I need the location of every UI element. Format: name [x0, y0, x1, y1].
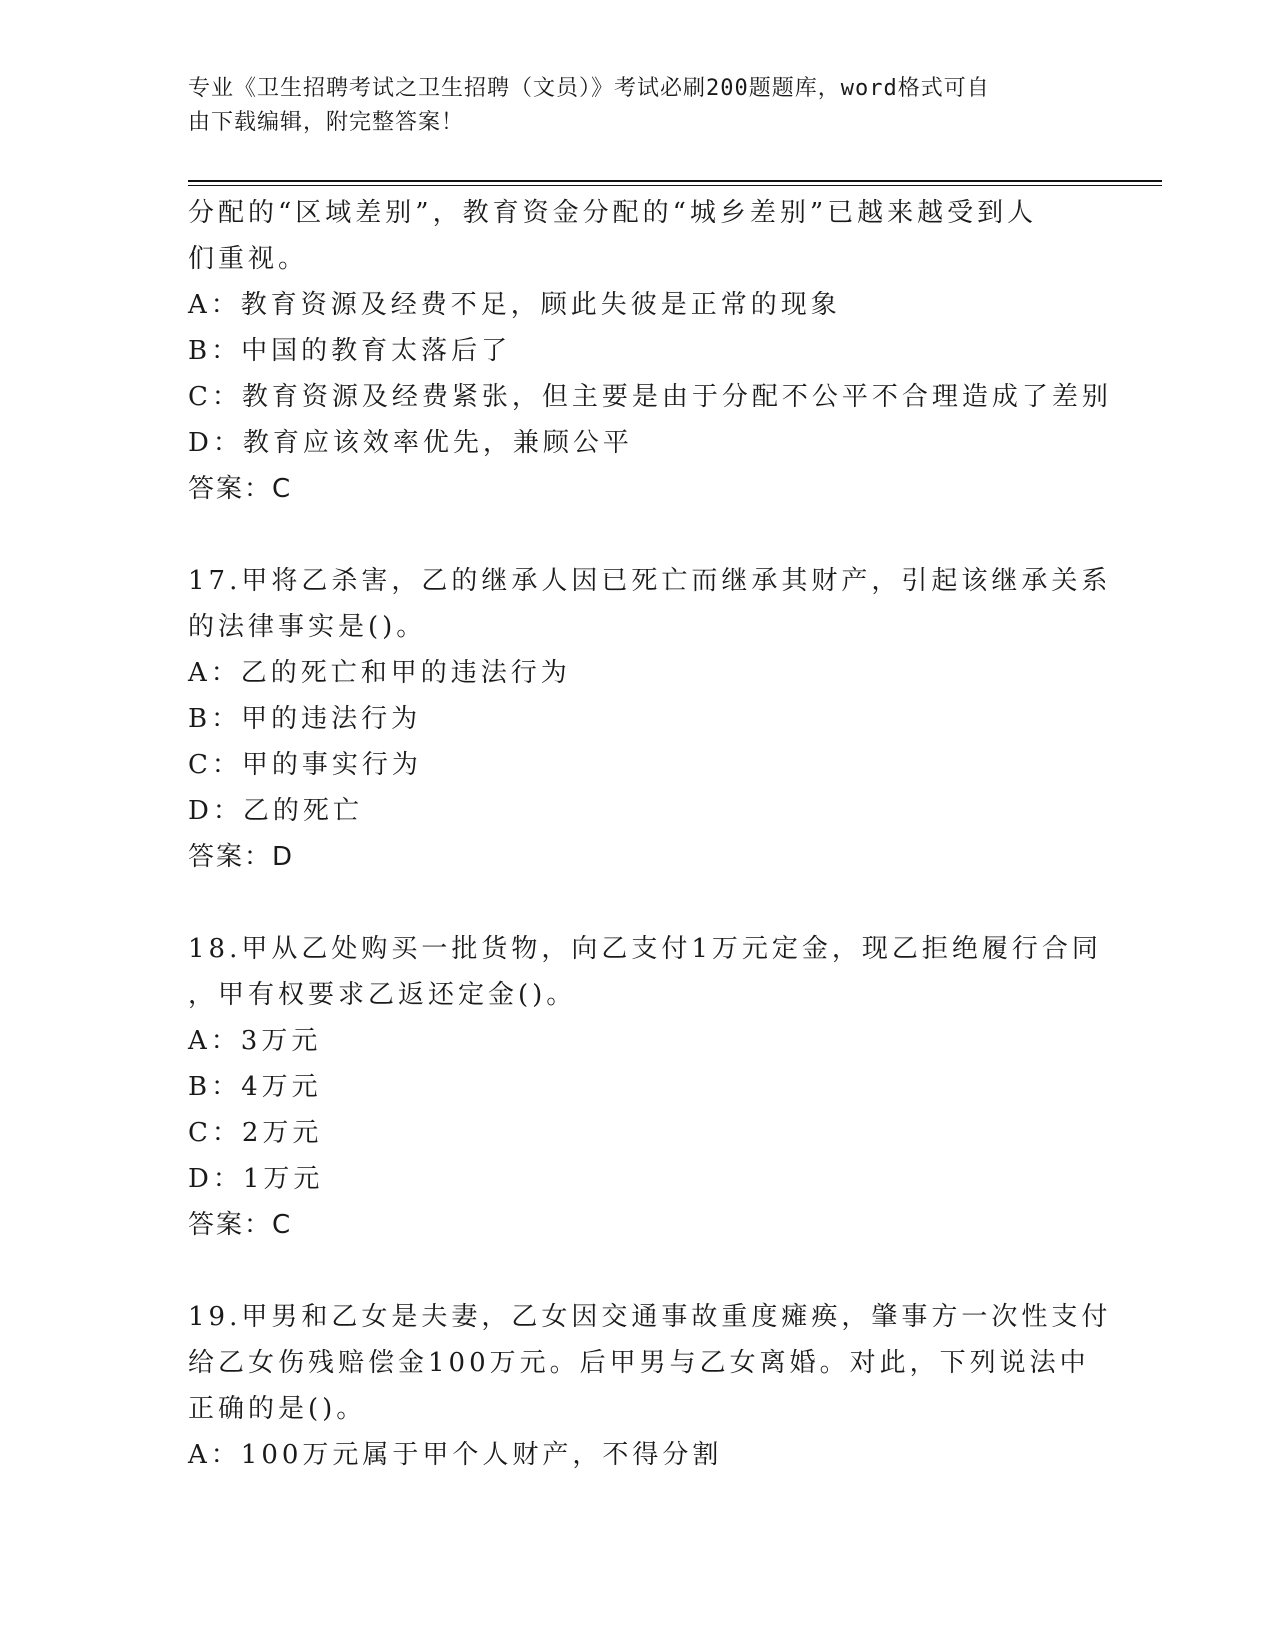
question-stem-line: 18.甲从乙处购买一批货物，向乙支付1万元定金，现乙拒绝履行合同 — [188, 934, 1102, 964]
option-d: D：教育应该效率优先，兼顾公平 — [188, 428, 633, 458]
option-c: C：甲的事实行为 — [188, 750, 422, 780]
question-stem-line: 19.甲男和乙女是夫妻，乙女因交通事故重度瘫痪，肇事方一次性支付 — [188, 1302, 1112, 1332]
question-17 — [188, 558, 1112, 880]
question-stem-line: ，甲有权要求乙返还定金()。 — [188, 980, 577, 1010]
question-18 — [188, 926, 1102, 1248]
header-divider-thick — [188, 180, 1162, 182]
option-b: B：甲的违法行为 — [188, 704, 422, 734]
option-a: A：100万元属于甲个人财产，不得分割 — [188, 1440, 723, 1470]
option-c: C：教育资源及经费紧张，但主要是由于分配不公平不合理造成了差别 — [188, 382, 1112, 412]
option-a: A：教育资源及经费不足，顾此失彼是正常的现象 — [188, 290, 841, 320]
question-stem-line: 分配的“区域差别”，教育资金分配的“城乡差别”已越来越受到人 — [188, 198, 1038, 228]
header-line-1: 专业《卫生招聘考试之卫生招聘（文员）》考试必刷200题题库，word格式可自 — [188, 76, 990, 101]
question-stem-line: 正确的是()。 — [188, 1394, 367, 1424]
answer-line: 答案：C — [188, 1210, 293, 1240]
question-stem-line: 给乙女伤残赔偿金100万元。后甲男与乙女离婚。对此，下列说法中 — [188, 1348, 1090, 1378]
spacer — [188, 880, 1088, 926]
question-stem-line: 们重视。 — [188, 244, 309, 274]
document-header — [188, 72, 1088, 140]
question-19 — [188, 1294, 1112, 1478]
option-a: A：3万元 — [188, 1026, 322, 1056]
option-c: C：2万元 — [188, 1118, 323, 1148]
question-stem-line: 的法律事实是()。 — [188, 612, 427, 642]
option-a: A：乙的死亡和甲的违法行为 — [188, 658, 571, 688]
spacer — [188, 512, 1088, 558]
header-divider-thin — [188, 185, 1162, 186]
question-stem-line: 17.甲将乙杀害，乙的继承人因已死亡而继承其财产，引起该继承关系 — [188, 566, 1112, 596]
option-b: B：4万元 — [188, 1072, 322, 1102]
header-line-2: 由下载编辑，附完整答案！ — [188, 110, 465, 135]
option-d: D：乙的死亡 — [188, 796, 363, 826]
document-body — [188, 190, 1112, 1478]
question-fragment — [188, 190, 1112, 512]
answer-line: 答案：D — [188, 842, 295, 872]
option-b: B：中国的教育太落后了 — [188, 336, 512, 366]
option-d: D：1万元 — [188, 1164, 324, 1194]
answer-line: 答案：C — [188, 474, 293, 504]
spacer — [188, 1248, 1088, 1294]
